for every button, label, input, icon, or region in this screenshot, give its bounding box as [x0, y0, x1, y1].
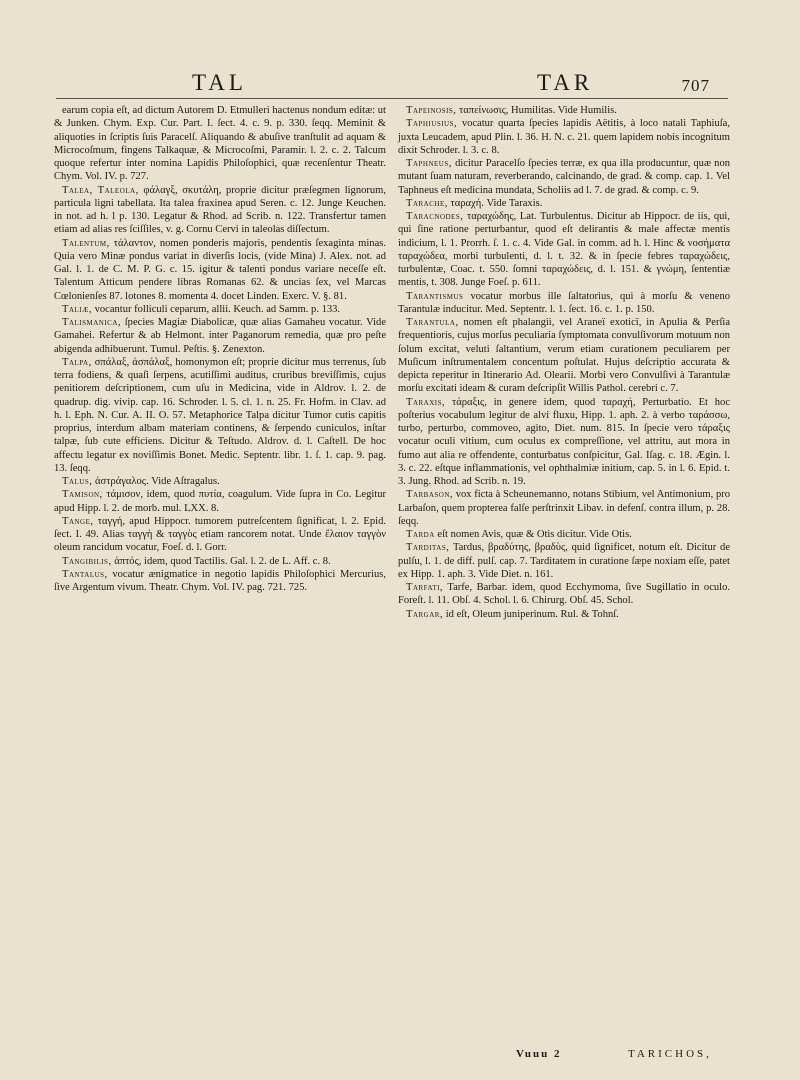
headword: Tarantismus	[406, 290, 464, 302]
dictionary-entry	[54, 104, 386, 184]
headword: Tarfati,	[406, 582, 444, 593]
dictionary-entry	[54, 303, 386, 316]
entry-text: ταραχώδης, Lat. Turbulentus. Dicitur ab Hippocr. de iis, qui, qui ſine ratione perturbantur, quod eſt delirantis & male affectæ mentis indicium, l. 1. Prorrh. ſ. 1. c. 4. Vide Gal. in comm. ad h. l. Hinc & νοσήματα ταραχώδεα, morbi turbulenti, d. l. t. 32. & in ſpecie febres ταραχώδεις, turbulentæ, Coac. t. 550. ſomni ταραχώδεις, d. l. 151. & γνώμη, ſententiæ mentis, t. 308. Junge Foeſ. p. 611.	[398, 211, 731, 289]
headword: Taphneus,	[406, 158, 452, 169]
dictionary-entry	[54, 356, 386, 475]
headword: Tangibilis,	[62, 555, 112, 567]
dictionary-entry	[54, 515, 386, 555]
dictionary-entry	[54, 568, 386, 595]
header-rule	[56, 98, 728, 99]
headword: Taracnodes,	[406, 211, 464, 222]
dictionary-entry	[398, 581, 730, 608]
running-head-right: TAR	[537, 70, 594, 95]
dictionary-entry	[54, 475, 386, 488]
dictionary-entry	[54, 237, 386, 303]
headword: Tarantula,	[406, 317, 459, 328]
entry-text: ταγγή, apud Hippocr. tumorem putreſcentem ſignificat, l. 2. Epid. ſect. I. 49. Alias ταγγὴ & ταγγὸς etiam rancorem notat. Unde ἔλαιον ταγγὸν oleum rancidum vocatur, Foeſ. d. l. Gorr.	[54, 515, 386, 554]
dictionary-entry	[54, 316, 386, 356]
entry-text: φάλαγξ, σκυτάλη, proprie dicitur præſegmen lignorum, particula ligni tabellata. Ita talea fraxinea apud Seren. c. 12. Junge Keuchen. in not. ad h. l p. 130. Legatur & Rhod. ad Scrib. n. 122. Transfertur tamen etiam ad alias res ſciſſiles, v. g. Cornu Cervi in taleolas diſſectum.	[54, 184, 387, 236]
entry-text: vocantur folliculi ceparum, allii. Keuch. ad Samm. p. 133.	[94, 303, 341, 315]
dictionary-entry	[398, 117, 730, 157]
entry-text: ἀστράγαλος. Vide Aſtragalus.	[95, 476, 220, 487]
headword: Tarditas,	[406, 542, 450, 554]
dictionary-entry	[398, 396, 730, 489]
dictionary-entry	[398, 541, 730, 581]
entry-text: τάραξις, in genere idem, quod ταραχή, Perturbatio. Et hoc poſterius vocabulum legitur de alvi fluxu, Hipp. 1. aph. 2. à verbo ταράσσω, turbo, perturbo, commoveo, agito, Diet. num. 815. In ſpecie vero τάραξις vocatur oculi vitium, cum oculus ex compreſſione, vel attritu, aut mora in fumo aut alia re offendente, conturbatus conſpicitur, Gal. Iſag. c. 18. Ægin. l. 3. c. 22. eſtque inflammationis, vel ophthalmiæ initium, cap. 5. in l. 6. Epid. t. 3. Jung. Rhod. ad Scrib. n. 19.	[398, 396, 730, 487]
headword: Taphiusius,	[406, 118, 458, 130]
entry-text: vocatur morbus ille ſaltatorius, qui à morſu & veneno Tarantulæ inducitur. Med. Septentr. l. 1. ſect. 16. c. 1. p. 150.	[398, 290, 730, 315]
entry-text: ſpecies Magiæ Diabolicæ, quæ alias Gamaheu vocatur. Vide Gamahei. Refertur & ab Helmont. inter Paganorum remedia, quæ pro peſte abigenda adhibuerunt. Tumul. Peſtis. §. Zenexton.	[54, 317, 386, 355]
page-number: 707	[681, 76, 710, 95]
dictionary-entry	[398, 104, 730, 117]
dictionary-entry	[398, 197, 730, 210]
headword: Talus,	[62, 476, 93, 487]
headword: Taliæ,	[62, 303, 92, 315]
headword: Tantalus,	[62, 568, 108, 580]
dictionary-entry	[54, 184, 386, 237]
dictionary-entry	[398, 316, 730, 396]
running-head-left: TAL	[192, 70, 247, 95]
headword: Tarda	[406, 529, 435, 540]
dictionary-entry	[398, 290, 730, 317]
entry-text: nomen eſt phalangii, vel Araneï exoticï, in Apulia & Perſia frequentioris, cujus morſus peculiaria ſymptomata convulſivorum motuum non ſolum excitat, veluti ſaltantium, verum etiam curationem peculiarem per Muſicum inſtrumentalem concentum poſtulat. Hujus deſcriptio accurata & depicta reperitur in Itinerario Ad. Olearii. Morbi vero Convulſivi à Tarantulæ morſu excitati ideam & curam deſcripſit Willis Pathol. cerebri c. 7.	[398, 317, 731, 395]
headword: Talea, Taleola,	[62, 184, 139, 196]
entry-text: τάμισον, idem, quod πυτία, coagulum. Vide ſupra in Co. Legitur apud Hipp. l. 2. de morb. mul. LXX. 8.	[54, 489, 386, 514]
dictionary-entry	[398, 210, 730, 290]
headword: Tarbason,	[406, 489, 454, 501]
headword: Talentum,	[62, 237, 110, 249]
catchword: TARICHOS,	[628, 1048, 712, 1060]
headword: Tange,	[62, 515, 94, 527]
entry-text: Tardus, βραδύτης, βραδὺς, quid ſignificet, notum eſt. Dicitur de pulſu, l. 1. de diff. pulſ. cap. 7. Tarditatem in curatione ſæpe noxiam eſſe, patet ex Hipp. 1. aph. 3. Vide Diet. n. 161.	[398, 542, 730, 580]
headword: Talismanica,	[62, 317, 122, 328]
entry-text: earum copia eſt, ad dictum Autorem D. Etmulleri hactenus nondum editæ: ut & Junken. Chym. Exp. Cur. Part. I. ſect. 4. c. 9. p. 330. ſeqq. Meminit & aliquoties in ſcriptis ſuis Paracelſ. Aliquando & abuſive tranſtulit ad aquam & Microcoſmum, fingens Talkaquæ, & Microcoſmi, Paramir. l. 2. c. 2. Talcum quoque refertur inter nomina Lapidis Philoſophici, quæ recenſentur Theatr. Chym. Vol. IV. p. 727.	[54, 105, 386, 183]
entry-text: ταραχή. Vide Taraxis.	[450, 197, 543, 209]
entry-text: vox ficta à Scheunemanno, notans Stibium, vel Antimonium, pro Larbaſon, quem proptereа falſe perſtrinxit Libav. in defenſ. contra illum, p. 28. ſeqq.	[398, 489, 730, 527]
dictionary-entry	[54, 488, 386, 515]
entry-text: ταπείνωσις, Humilitas. Vide Humilis.	[459, 105, 617, 116]
left-column	[54, 104, 386, 594]
entry-text: vocatur ænigmatice in negotio lapidis Philoſophici Mercurius, ſive Argentum vivum. Theatr. Chym. Vol. IV. pag. 721. 725.	[54, 568, 387, 593]
headword: Tamison,	[62, 489, 103, 501]
entry-text: τάλαντον, nomen ponderis majoris, pendentis ſexaginta minas. Quia vero Minæ pondus variat in diverſis locis, (vide Mina) J. Alex. not. ad Gal. l. 1. de C. M. P. G. c. 15. igitur & talenti pondus variare neceſſe eſt. Talentum Atticum pendere libras Romanas 62. & uncias ſex, vel Marcas Cœlonienſes 87. lotones 8. momenta 4. docet Linden. Exerc. V. §. 81.	[54, 237, 387, 302]
entry-text: vocatur quarta ſpecies lapidis Aëtitis, à loco natali Taphiuſa, juxta Leucadem, apud Plin. l. 36. H. N. c. 21. quem lapidem nobis incognitum dixit Schroder. l. 3. c. 8.	[398, 118, 730, 156]
signature-mark: Vuuu 2	[516, 1048, 562, 1060]
right-column	[398, 104, 730, 621]
entry-text: id eſt, Oleum juniperinum. Rul. & Tohnſ.	[445, 608, 619, 620]
dictionary-entry	[398, 488, 730, 528]
headword: Taraxis,	[406, 396, 446, 408]
entry-text: ἁπτός, idem, quod Tactilis. Gal. l. 2. de L. Aff. c. 8.	[114, 555, 331, 567]
entry-text: dicitur Paracelſo ſpecies terræ, ex qua illa producuntur, quæ non mutant ſuam naturam, reverberando, calcinando, de grad. & comp. cap. 1. Vel Taphneus eſt medicina mundata, Scholiis ad l. 7. de grad. & comp. c. 9.	[398, 158, 730, 196]
headword: Tapeinosis,	[406, 105, 457, 116]
headword: Tarache,	[406, 197, 448, 209]
entry-text: eſt nomen Avis, quæ & Otis dicitur. Vide Otis.	[437, 529, 632, 540]
dictionary-entry	[398, 528, 730, 541]
headword: Targar,	[406, 608, 444, 620]
entry-text: σπάλαξ, ἀσπάλαξ, homonymon eſt; proprie dicitur mus terrenus, ſub terra fodiens, & quaſi ſerpens, acutiſſimi auditus, cruribus breviſſimis, cujus penitiorem deſcriptionem, cum uſu in Medicina, vide in Aldrov. l. 2. de quadrup. dig. vivip. cap. 16. Schroder. l. 5. cl. 1. n. 25. Fr. Hofm. in Clav. ad h. l. Eph. N. Cur. A. II. O. 57. Metaphorice Talpa dicitur Tumor cutis capitis proprius, interdum albam materiam continens, & ſerpendo cuniculos, inſtar talpæ, ſub cute efficiens. Dicitur & Teſtudo. Aldrov. d. l. Caſtell. De hoc affectu legatur ex noviſſimis Bonet. Medic. Septentr. libr. 1. ſ. 1. cap. 9. pag. 13. ſeqq.	[54, 356, 386, 474]
headword: Talpa,	[62, 356, 92, 368]
entry-text: Tarfe, Barbar. idem, quod Ecchymoma, ſive Sugillatio in oculo. Foreſt. l. 11. Obſ. 4. Schol. l. 6. Chirurg. Obſ. 45. Schol.	[398, 582, 730, 607]
dictionary-entry	[398, 608, 730, 621]
dictionary-entry	[398, 157, 730, 197]
dictionary-entry	[54, 555, 386, 568]
